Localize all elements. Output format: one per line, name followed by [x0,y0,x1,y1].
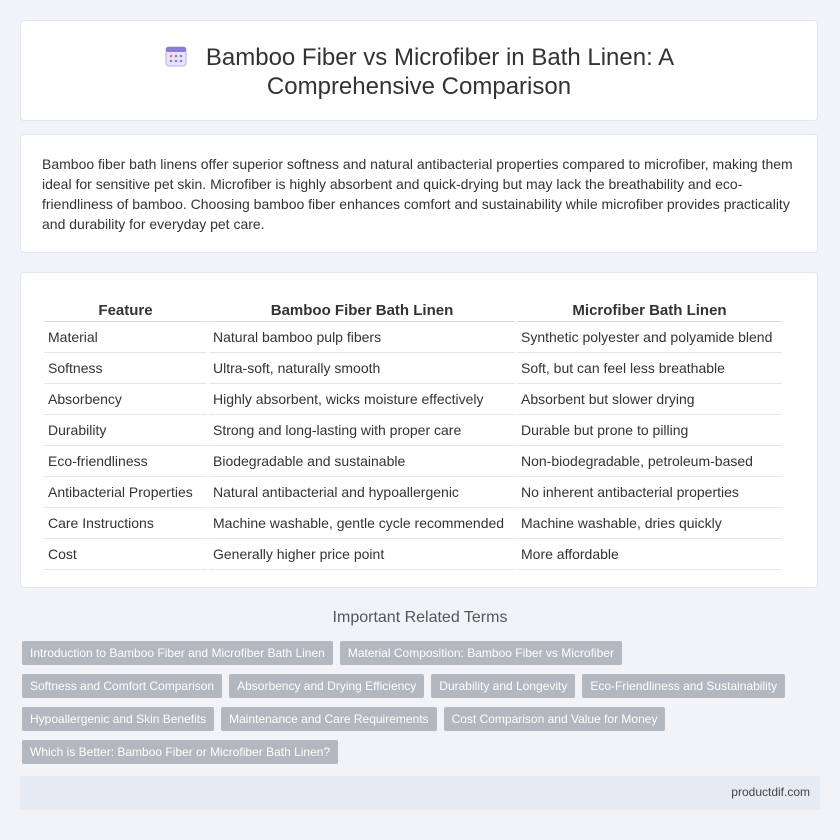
feature-cell: Antibacterial Properties [44,477,207,508]
related-term-tag[interactable]: Hypoallergenic and Skin Benefits [22,707,214,731]
table-row [44,539,782,570]
table-row [44,322,782,353]
table-row [44,508,782,539]
microfiber-cell: Absorbent but slower drying [517,384,782,415]
microfiber-cell: Machine washable, dries quickly [517,508,782,539]
feature-cell: Absorbency [44,384,207,415]
table-row [44,353,782,384]
feature-cell: Cost [44,539,207,570]
column-header-bamboo: Bamboo Fiber Bath Linen [209,295,515,322]
page-title-wrap [21,43,817,101]
related-terms-heading: Important Related Terms [332,609,508,626]
calendar-icon [164,44,188,68]
microfiber-cell: Non-biodegradable, petroleum-based [517,446,782,477]
feature-cell: Care Instructions [44,508,207,539]
bamboo-cell: Natural antibacterial and hypoallergenic [209,477,515,508]
bamboo-cell: Natural bamboo pulp fibers [209,322,515,353]
table-row [44,446,782,477]
column-header-microfiber: Microfiber Bath Linen [517,295,782,322]
table-row [44,415,782,446]
bamboo-cell: Highly absorbent, wicks moisture effectively [209,384,515,415]
table-row [44,477,782,508]
related-term-tag[interactable]: Maintenance and Care Requirements [221,707,436,731]
microfiber-cell: More affordable [517,539,782,570]
feature-cell: Durability [44,415,207,446]
feature-cell: Material [44,322,207,353]
related-term-tag[interactable]: Which is Better: Bamboo Fiber or Microfiber Bath Linen? [22,740,338,764]
bamboo-cell: Machine washable, gentle cycle recommended [209,508,515,539]
footer [20,776,820,810]
microfiber-cell: Soft, but can feel less breathable [517,353,782,384]
related-term-tag[interactable]: Softness and Comfort Comparison [22,674,222,698]
table-header-row [44,295,782,322]
feature-cell: Eco-friendliness [44,446,207,477]
feature-cell: Softness [44,353,207,384]
related-term-tag[interactable]: Eco-Friendliness and Sustainability [582,674,785,698]
bamboo-cell: Strong and long-lasting with proper care [209,415,515,446]
bamboo-cell: Biodegradable and sustainable [209,446,515,477]
intro-text: Bamboo fiber bath linens offer superior softness and natural antibacterial properties compared to microfiber, making them ideal for sensitive pet skin. Microfiber is highly absorbent and quick-drying but may lack the breathability and eco-friendliness of bamboo. Choosing bamboo fiber enhances comfort and sustainability while microfiber provides practicality and durability for everyday pet care. [42,156,793,232]
column-header-feature: Feature [44,295,207,322]
related-term-tag[interactable]: Material Composition: Bamboo Fiber vs Microfiber [340,641,622,665]
page-title: Bamboo Fiber vs Microfiber in Bath Linen: A Comprehensive Comparison [205,44,675,100]
bamboo-cell: Generally higher price point [209,539,515,570]
related-term-tag[interactable]: Cost Comparison and Value for Money [444,707,666,731]
intro-card [20,134,818,253]
related-term-tag[interactable]: Durability and Longevity [431,674,575,698]
related-terms-tags [22,641,812,773]
microfiber-cell: Durable but prone to pilling [517,415,782,446]
title-card [20,20,818,121]
related-term-tag[interactable]: Introduction to Bamboo Fiber and Microfiber Bath Linen [22,641,333,665]
microfiber-cell: No inherent antibacterial properties [517,477,782,508]
table-row [44,384,782,415]
related-term-tag[interactable]: Absorbency and Drying Efficiency [229,674,424,698]
bamboo-cell: Ultra-soft, naturally smooth [209,353,515,384]
footer-site-link[interactable]: productdif.com [731,785,810,799]
microfiber-cell: Synthetic polyester and polyamide blend [517,322,782,353]
comparison-table [42,295,784,570]
comparison-card [20,272,818,588]
